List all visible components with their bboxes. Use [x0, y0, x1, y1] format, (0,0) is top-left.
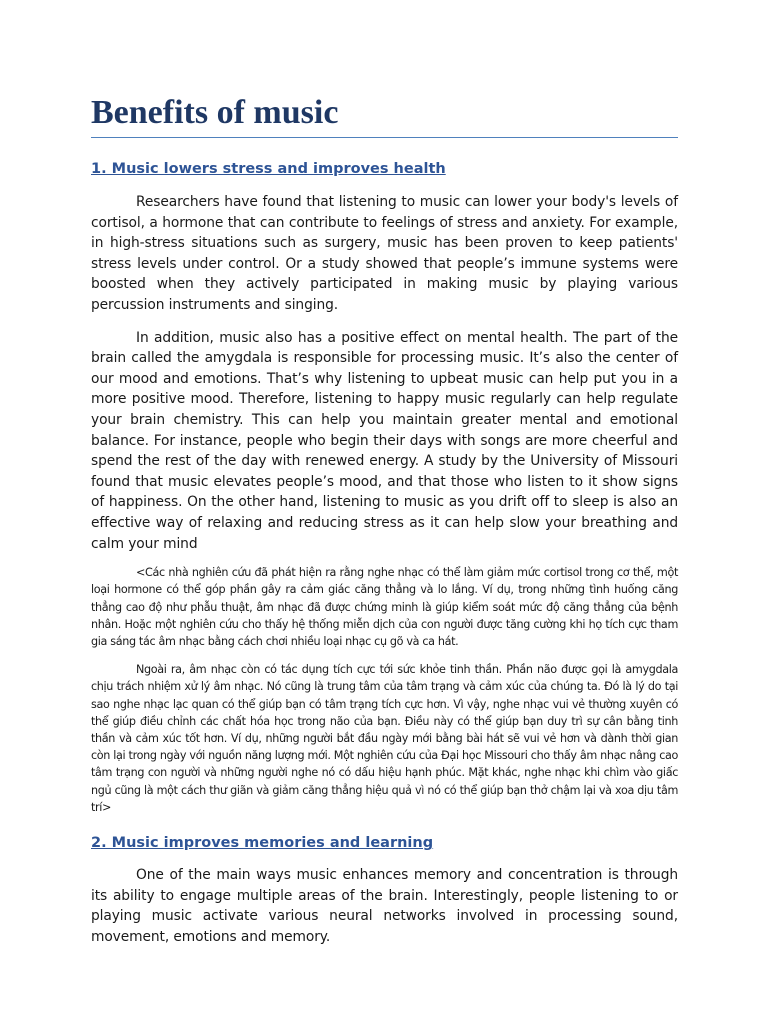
- section-2-heading: 2. Music improves memories and learning: [91, 834, 434, 851]
- section-2-paragraph-1: One of the main ways music enhances memory and concentration is through its ability to engage multiple areas of the brain. Interestingly, people listening to or playing music activate various neural networks involved in processing sound, movement, emotions and memory.: [91, 866, 678, 945]
- document-title: Benefits of music: [91, 94, 339, 131]
- section-1-heading: 1. Music lowers stress and improves health: [91, 161, 446, 177]
- vietnamese-translation-paragraph-1: <Các nhà nghiên cứu đã phát hiện ra rằng nghe nhạc có thể làm giảm mức cortisol trong cơ thể, một loại hormone có thể góp phần gây ra cảm giác căng thẳng và lo lắng. Ví dụ, trong những tình huống căng thẳng cao độ như phẫu thuật, âm nhạc đã được chứng minh là giúp kiểm soát mức độ căng thẳng của bệnh nhân. Hoặc một nghiên cứu cho thấy hệ thống miễn dịch của con người được tăng cường khi họ tích cực tham gia sáng tác âm nhạc bằng cách chơi nhiều loại nhạc cụ gõ và ca hát.: [91, 566, 678, 648]
- document-page: [91, 0, 678, 947]
- title-underline-rule: [91, 137, 678, 138]
- vietnamese-translation-paragraph-2: Ngoài ra, âm nhạc còn có tác dụng tích cực tới sức khỏe tinh thần. Phần não được gọi là amygdala chịu trách nhiệm xử lý âm nhạc. Nó cũng là trung tâm của tâm trạng và cảm xúc của chúng ta. Đó là lý do tại sao nghe nhạc lạc quan có thể giúp bạn có tâm trạng tích cực hơn. Vì vậy, nghe nhạc vui vẻ thường xuyên có thể giúp điều chỉnh các chất hóa học trong não của bạn. Điều này có thể giúp bạn duy trì sự cân bằng tinh thần và cảm xúc tốt hơn. Ví dụ, những người bắt đầu ngày mới bằng bài hát sẽ vui vẻ hơn và dành thời gian còn lại trong ngày với nguồn năng lượng mới. Một nghiên cứu của Đại học Missouri cho thấy âm nhạc nâng cao tâm trạng con người và những người nghe nó có dấu hiệu hạnh phúc. Mặt khác, nghe nhạc khi chìm vào giấc ngủ cũng là một cách thư giãn và giảm căng thẳng hiệu quả vì nó có thể giúp bạn thở chậm lại và xoa dịu tâm trí>: [91, 663, 678, 814]
- section-1-paragraph-1: Researchers have found that listening to music can lower your body's levels of cortisol, a hormone that can contribute to feelings of stress and anxiety. For example, in high-stress situations such as surgery, music has been proven to keep patients' stress levels under control. Or a study showed that people’s immune systems were boosted when they actively participated in making music by playing various percussion instruments and singing.: [91, 194, 678, 313]
- section-1-paragraph-2: In addition, music also has a positive effect on mental health. The part of the brain called the amygdala is responsible for processing music. It’s also the center of our mood and emotions. That’s why listening to upbeat music can help put you in a more positive mood. Therefore, listening to happy music regularly can help regulate your brain chemistry. This can help you maintain greater mental and emotional balance. For instance, people who begin their days with songs are more cheerful and spend the rest of the day with renewed energy. A study by the University of Missouri found that music elevates people’s mood, and that those who listen to it show signs of happiness. On the other hand, listening to music as you drift off to sleep is also an effective way of relaxing and reducing stress as it can help slow your breathing and calm your mind: [91, 329, 678, 552]
